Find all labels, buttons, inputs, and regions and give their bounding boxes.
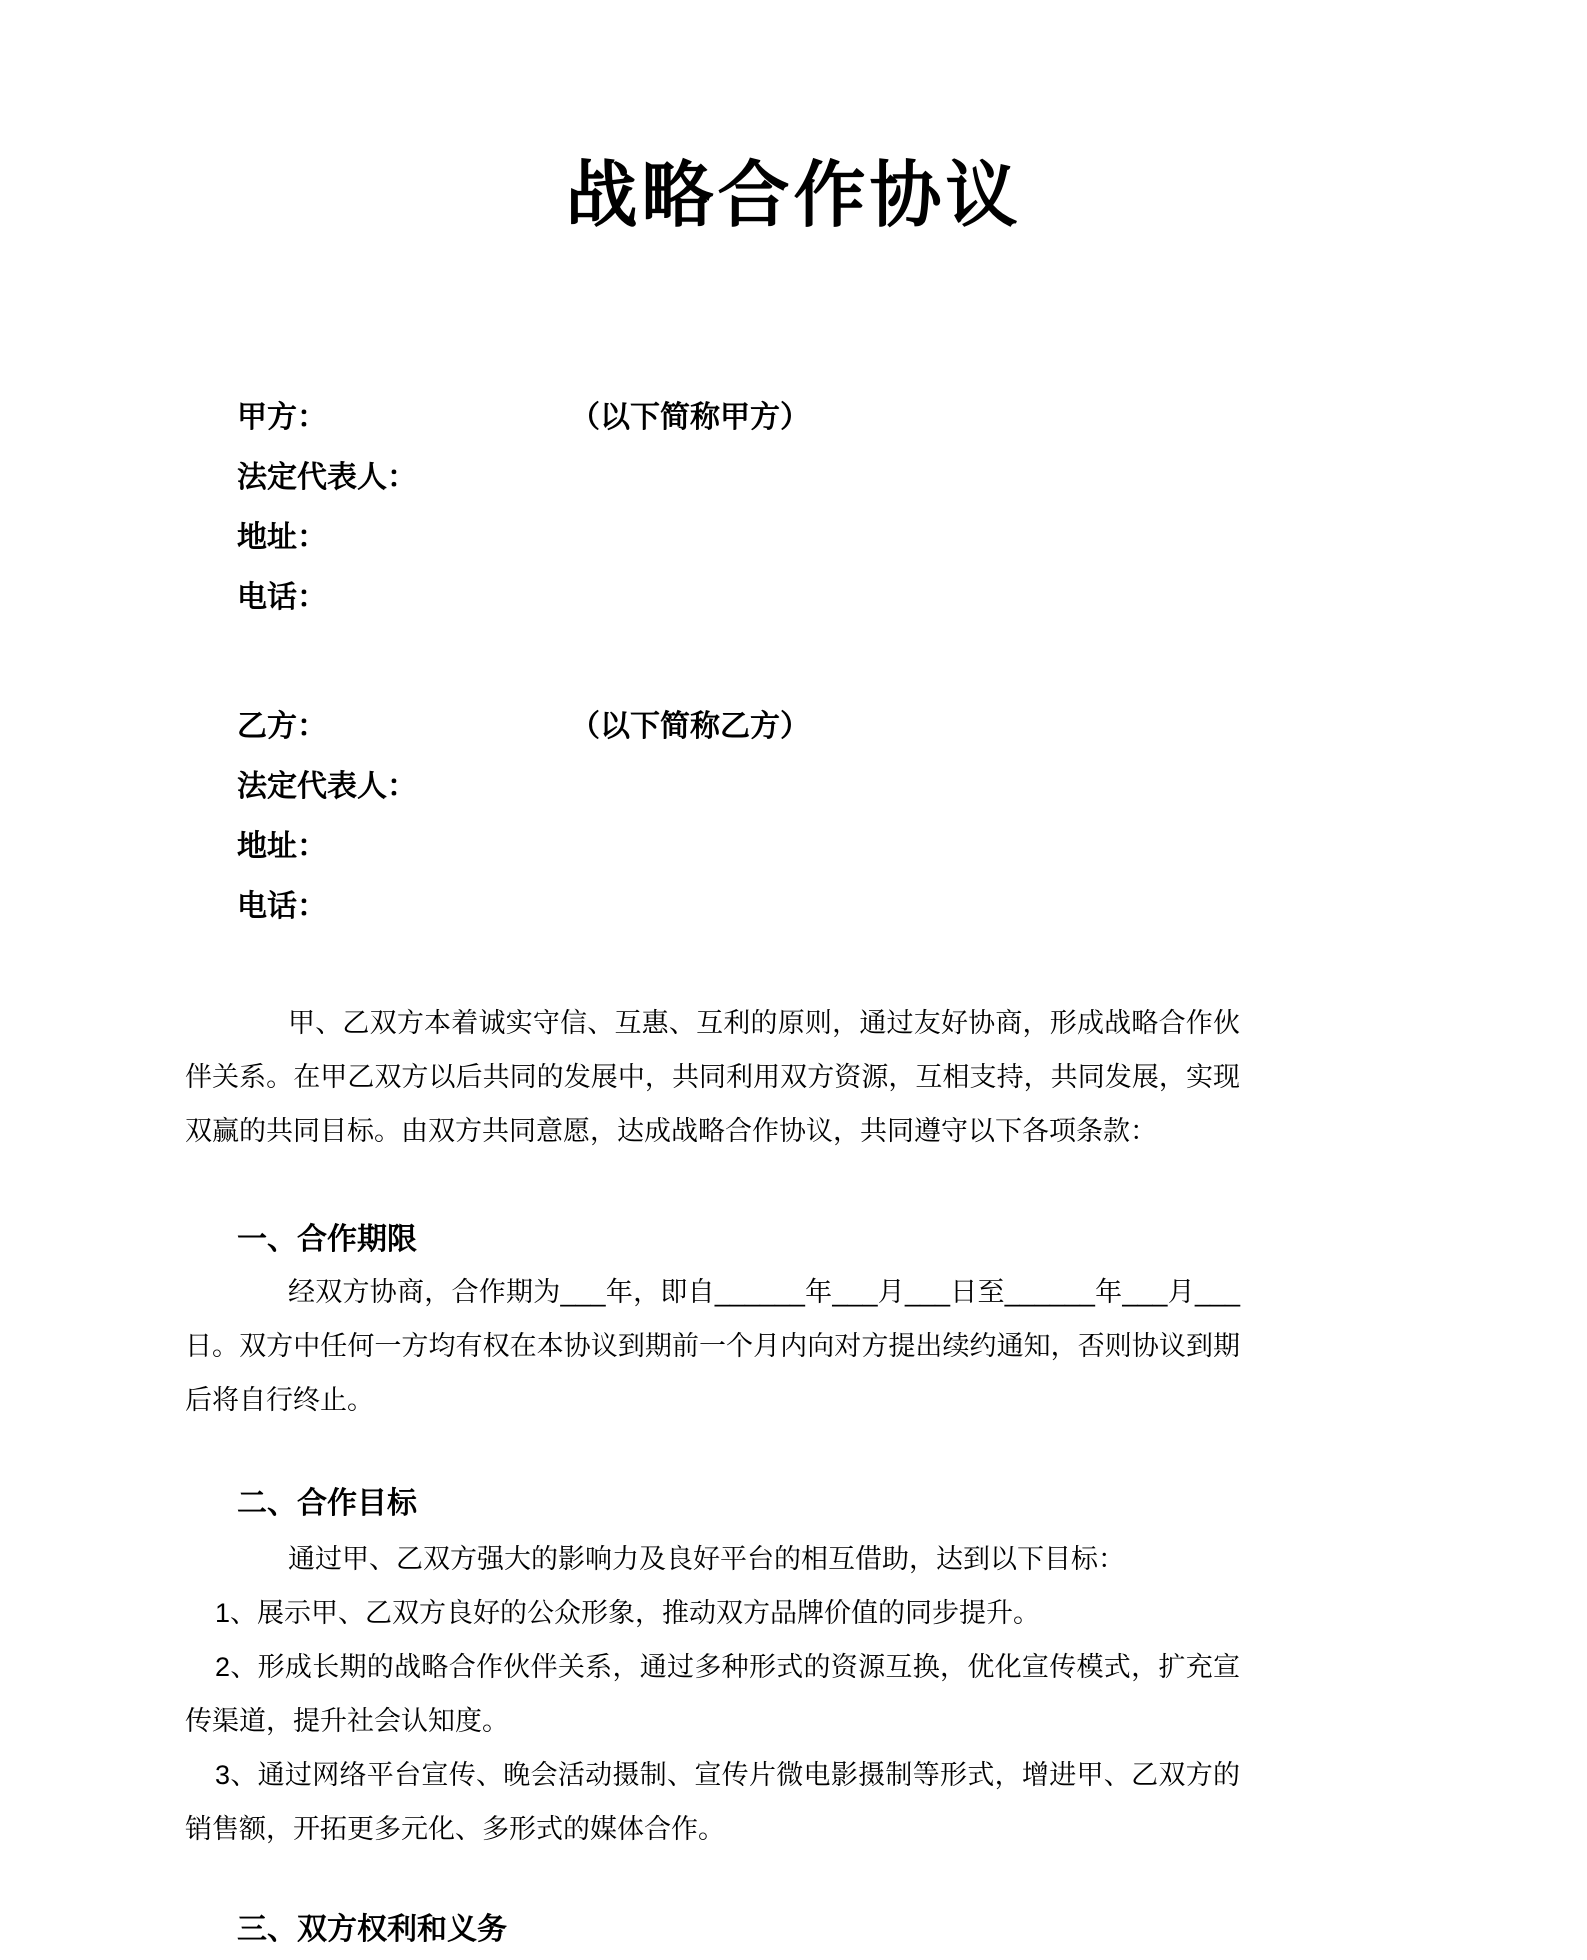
party-a-name-label: 甲方： — [237, 401, 327, 434]
party-a-name-line — [237, 388, 1337, 448]
document-title: 战略合作协议 — [565, 156, 1022, 236]
party-b-phone-label: 电话： — [237, 890, 327, 923]
section-2-list-item-3: 3、通过网络平台宣传、晚会活动摄制、宣传片微电影摄制等形式，增进甲、乙双方的销售额，开拓更多元化、多形式的媒体合作。 — [185, 1760, 1240, 1844]
party-b-legal-rep-label: 法定代表人： — [237, 770, 417, 803]
section-3-heading: 三、双方权利和义务 — [237, 1913, 507, 1946]
section-1-paragraph: 经双方协商，合作期为___年，即自______年___月___日至______年___月___日。双方中任何一方均有权在本协议到期前一个月内向对方提出续约通知，否则协议到期后将自行终止。 — [185, 1277, 1240, 1415]
party-b-name-label: 乙方： — [237, 710, 327, 743]
section-2-list-item-2: 2、形成长期的战略合作伙伴关系，通过多种形式的资源互换，优化宣传模式，扩充宣传渠道，提升社会认知度。 — [185, 1652, 1240, 1736]
party-b-address-label: 地址： — [237, 830, 327, 863]
section-1-heading: 一、合作期限 — [237, 1223, 417, 1256]
intro-paragraph: 甲、乙双方本着诚实守信、互惠、互利的原则，通过友好协商，形成战略合作伙伴关系。在甲乙双方以后共同的发展中，共同利用双方资源，互相支持，共同发展，实现双赢的共同目标。由双方共同意愿，达成战略合作协议，共同遵守以下各项条款： — [185, 1008, 1240, 1146]
section-2-heading: 二、合作目标 — [237, 1487, 417, 1520]
party-a-legal-rep-label: 法定代表人： — [237, 461, 417, 494]
party-b-block — [237, 697, 1337, 937]
party-b-short-name-note: （以下简称乙方） — [570, 710, 810, 743]
party-a-short-name-note: （以下简称甲方） — [570, 401, 810, 434]
party-a-address-label: 地址： — [237, 521, 327, 554]
party-b-name-line — [237, 697, 1337, 757]
party-a-phone-label: 电话： — [237, 581, 327, 614]
section-2-intro-paragraph: 通过甲、乙双方强大的影响力及良好平台的相互借助，达到以下目标： — [288, 1544, 1125, 1574]
section-2-list-item-1: 1、展示甲、乙双方良好的公众形象，推动双方品牌价值的同步提升。 — [215, 1598, 1041, 1628]
party-a-block — [237, 388, 1337, 628]
